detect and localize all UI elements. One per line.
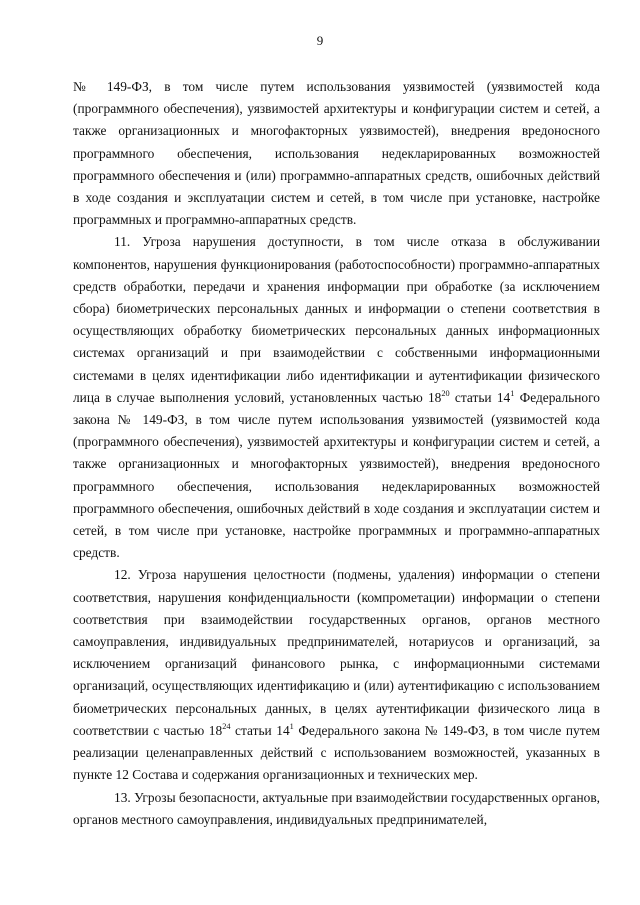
paragraph-11-text-2: статьи 14 [449, 389, 511, 405]
document-body [73, 76, 600, 831]
paragraph-12-text-1: 12. Угроза нарушения целостности (подмены, удаления) информации о степени соответствия, нарушения конфиденциальности (компрометации) информации о степени соответствия при взаимодействии государственных органов, органов местного самоуправления, индивидуальных предпринимателей, нотариусов и организаций, за исключением организаций финансового рынка, с информационными системами организаций, осуществляющих идентификацию и (или) аутентификацию с использованием биометрических персональных данных, в целях аутентификации физического лица в соответствии с частью 18 [73, 567, 600, 738]
paragraph-11-text-1: 11. Угроза нарушения доступности, в том числе отказа в обслуживании компонентов, нарушения функционирования (работоспособности) программно-аппаратных средств обработки, передачи и хранения информации при обработке (за исключением сбора) биометрических персональных данных и информации о степени соответствия в осуществляющих обработку биометрических персональных данных информационных системах организаций и при взаимодействии с собственными информационными системами в целях идентификации либо идентификации и аутентификации физического лица в случае выполнения условий, установленных частью 18 [73, 234, 600, 405]
paragraph-12 [73, 564, 600, 786]
paragraph-11 [73, 231, 600, 564]
paragraph-11-superscript-1: 20 [441, 388, 450, 398]
paragraph-11-text-3: Федерального закона № 149-ФЗ, в том числе путем использования уязвимостей (уязвимостей кода (программного обеспечения), уязвимостей архитектуры и конфигурации систем и сетей, а также организационных и многофакторных уязвимостей), внедрения вредоносного программного обеспечения, использования недекларированных возможностей программного обеспечения, ошибочных действий в ходе создания и эксплуатации систем и сетей, в том числе при установке, настройке программных и программно-аппаратных средств. [73, 389, 600, 561]
paragraph-12-superscript-1: 24 [222, 721, 231, 731]
paragraph-12-text-2: статьи 14 [230, 722, 290, 738]
paragraph-11-superscript-2: 1 [510, 388, 515, 398]
paragraph-12-superscript-2: 1 [289, 721, 294, 731]
paragraph-12-text-3: Федерального закона № 149-ФЗ, в том числе путем реализации целенаправленных действий с использованием возможностей, указанных в пункте 12 Состава и содержания организационных и технических мер. [73, 722, 600, 783]
paragraph-continuation: № 149-ФЗ, в том числе путем использования уязвимостей (уязвимостей кода (программного обеспечения), уязвимостей архитектуры и конфигурации систем и сетей, а также организационных и многофакторных уязвимостей), внедрения вредоносного программного обеспечения, использования недекларированных возможностей программного обеспечения и (или) программно-аппаратных средств, ошибочных действий в ходе создания и эксплуатации систем и сетей, в том числе при установке, настройке программных и программно-аппаратных средств. [73, 79, 600, 228]
paragraph-13: 13. Угрозы безопасности, актуальные при взаимодействии государственных органов, органов местного самоуправления, индивидуальных предпринимателей, [73, 789, 600, 827]
page-number: 9 [316, 33, 324, 48]
